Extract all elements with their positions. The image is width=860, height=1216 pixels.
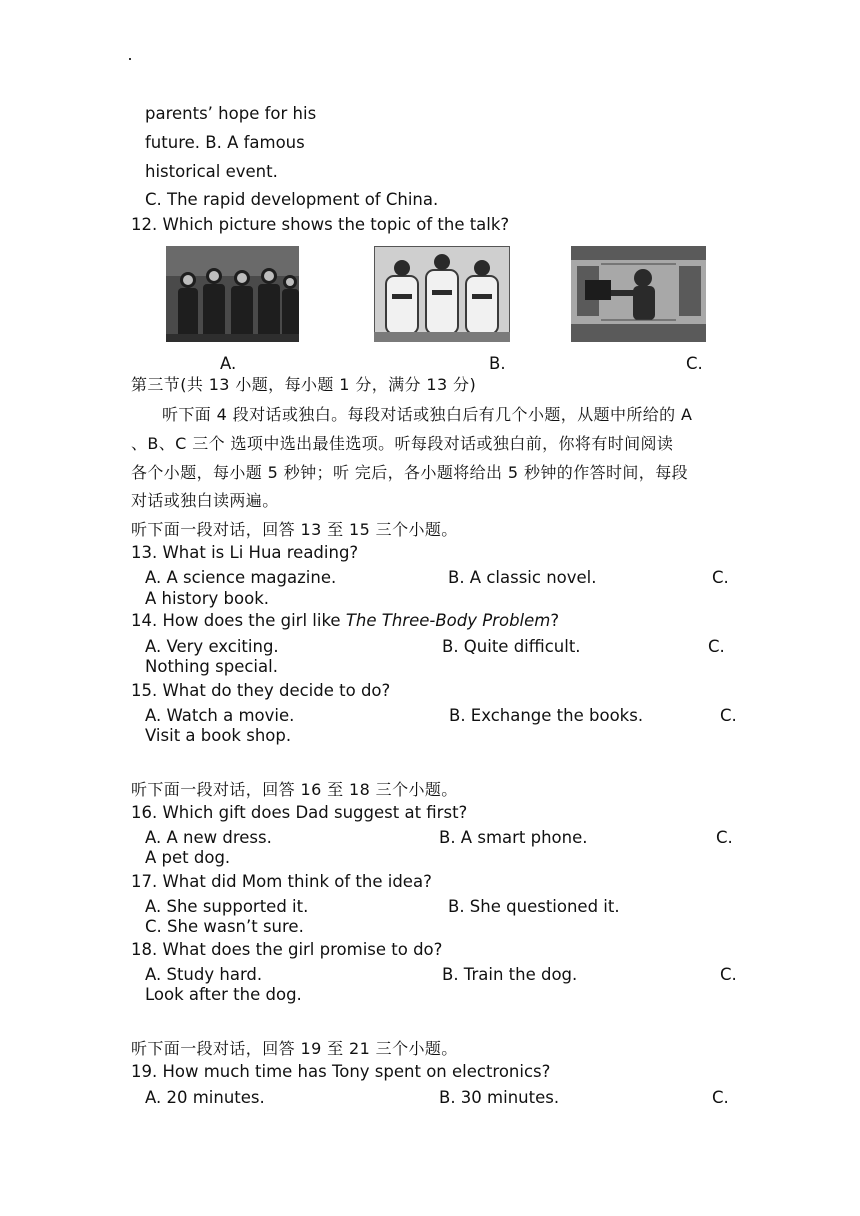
question-14-stem-pre: 14. How does the girl like	[131, 611, 346, 630]
question-18-option-c-letter: C.	[720, 965, 737, 984]
scan-dot	[129, 58, 131, 60]
book-title: The Three-Body Problem	[345, 611, 551, 630]
question-14-option-c-text: Nothing special.	[145, 657, 278, 676]
question-13-option-c-text: A history book.	[145, 589, 269, 608]
question-15-stem: 15. What do they decide to do?	[131, 681, 391, 700]
question-18-option-a: A. Study hard.	[145, 965, 263, 984]
question-19-option-a: A. 20 minutes.	[145, 1088, 265, 1107]
question-19-option-c-letter: C.	[712, 1088, 729, 1107]
question-12-stem: 12. Which picture shows the topic of the talk?	[131, 215, 510, 234]
section-3-instructions-line-2: 、B、C 三个 选项中选出最佳选项。听每段对话或独白前，你将有时间阅读	[131, 434, 674, 453]
picture-c-label: C.	[686, 354, 703, 373]
question-16-stem: 16. Which gift does Dad suggest at first?	[131, 803, 468, 822]
picture-b-label: B.	[489, 354, 506, 373]
question-13-option-a: A. A science magazine.	[145, 568, 337, 587]
question-13-option-b: B. A classic novel.	[448, 568, 597, 587]
prev-option-line-1: parents’ hope for his	[145, 104, 317, 123]
question-19-stem: 19. How much time has Tony spent on electronics?	[131, 1062, 551, 1081]
picture-a-astronaut-crew	[166, 246, 299, 342]
question-14-option-b: B. Quite difficult.	[442, 637, 581, 656]
section-3-instructions-line-1: 听下面 4 段对话或独白。每段对话或独白后有几个小题，从题中所给的 A	[162, 405, 693, 424]
question-15-option-c-text: Visit a book shop.	[145, 726, 292, 745]
question-14-stem	[131, 611, 559, 631]
picture-c-astronaut-in-station	[571, 246, 706, 342]
section-3-instructions-line-3: 各个小题，每小题 5 秒钟；听 完后，各小题将给出 5 秒钟的作答时间，每段	[131, 463, 688, 482]
section-3-heading: 第三节(共 13 小题，每小题 1 分，满分 13 分)	[131, 375, 477, 394]
question-15-option-a: A. Watch a movie.	[145, 706, 295, 725]
section-3-instructions-line-4: 对话或独白读两遍。	[131, 491, 279, 510]
dialogue-2-intro: 听下面一段对话，回答 16 至 18 三个小题。	[131, 780, 458, 799]
picture-b-astronauts-seated	[374, 246, 510, 342]
question-16-option-b: B. A smart phone.	[439, 828, 588, 847]
prev-option-line-4: C. The rapid development of China.	[145, 190, 439, 209]
question-16-option-c-letter: C.	[716, 828, 733, 847]
dialogue-1-intro: 听下面一段对话，回答 13 至 15 三个小题。	[131, 520, 458, 539]
prev-option-line-3: historical event.	[145, 162, 278, 181]
question-17-stem: 17. What did Mom think of the idea?	[131, 872, 432, 891]
question-18-option-b: B. Train the dog.	[442, 965, 578, 984]
question-13-stem: 13. What is Li Hua reading?	[131, 543, 359, 562]
question-14-option-c-letter: C.	[708, 637, 725, 656]
question-14-option-a: A. Very exciting.	[145, 637, 279, 656]
question-17-option-b: B. She questioned it.	[448, 897, 620, 916]
question-15-option-b: B. Exchange the books.	[449, 706, 644, 725]
dialogue-3-intro: 听下面一段对话，回答 19 至 21 三个小题。	[131, 1039, 458, 1058]
question-18-option-c-text: Look after the dog.	[145, 985, 302, 1004]
prev-option-line-2: future. B. A famous	[145, 133, 305, 152]
question-13-option-c-letter: C.	[712, 568, 729, 587]
question-15-option-c-letter: C.	[720, 706, 737, 725]
question-19-option-b: B. 30 minutes.	[439, 1088, 560, 1107]
question-17-option-a: A. She supported it.	[145, 897, 309, 916]
question-14-stem-post: ?	[550, 611, 560, 630]
question-16-option-c-text: A pet dog.	[145, 848, 231, 867]
picture-a-label: A.	[220, 354, 237, 373]
question-16-option-a: A. A new dress.	[145, 828, 272, 847]
question-18-stem: 18. What does the girl promise to do?	[131, 940, 443, 959]
question-17-option-c: C. She wasn’t sure.	[145, 917, 304, 936]
